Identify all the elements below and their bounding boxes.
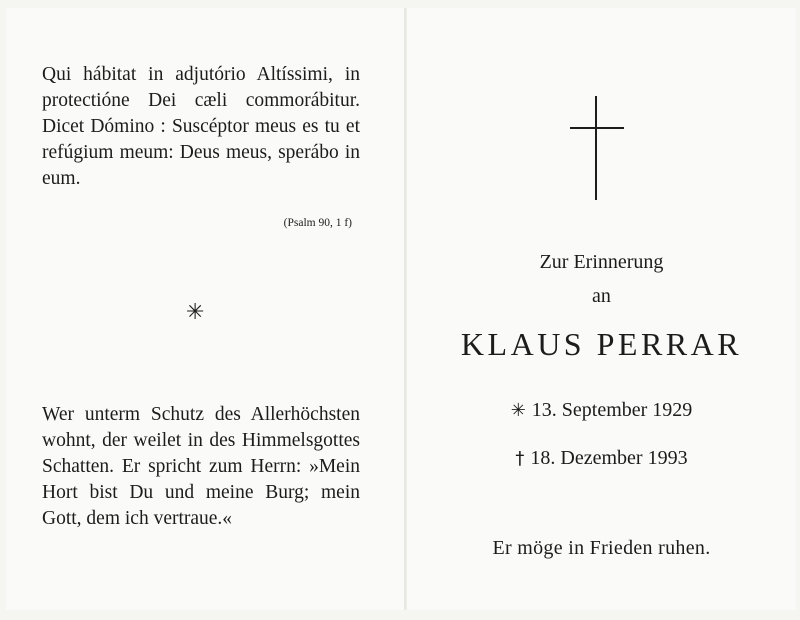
cross-icon [570,96,624,200]
an-line: an [592,285,611,307]
psalm-reference: (Psalm 90, 1 f) [283,217,352,229]
memory-heading: Zur Erinnerung [539,251,664,273]
birth-star-icon: ✳ [510,400,526,421]
latin-psalm-text: Qui hábitat in adjutório Altíssimi, in protectióne Dei cæli commorábitur. Dicet Dómino : Suscéptor meus es tu et refúgium meum: Deus meus, sperábo in eum. [42,64,360,189]
star-divider-icon: ✳ [186,300,205,325]
german-psalm-text: Wer unterm Schutz des Allerhöchsten wohnt, der weilet in des Himmelsgottes Schatten. Er spricht zum Herrn: »Mein Hort bist Du und meine Burg; mein Gott, dem ich vertraue.« [42,404,360,529]
death-line [407,447,796,470]
deceased-name: KLAUS PERRAR [460,326,743,362]
rest-in-peace-line: Er möge in Frieden ruhen. [492,537,711,559]
death-date: 18. Dezember 1993 [530,447,688,469]
death-dagger-icon: † [515,448,525,469]
birth-line [407,399,796,422]
birth-date: 13. September 1929 [531,399,693,421]
